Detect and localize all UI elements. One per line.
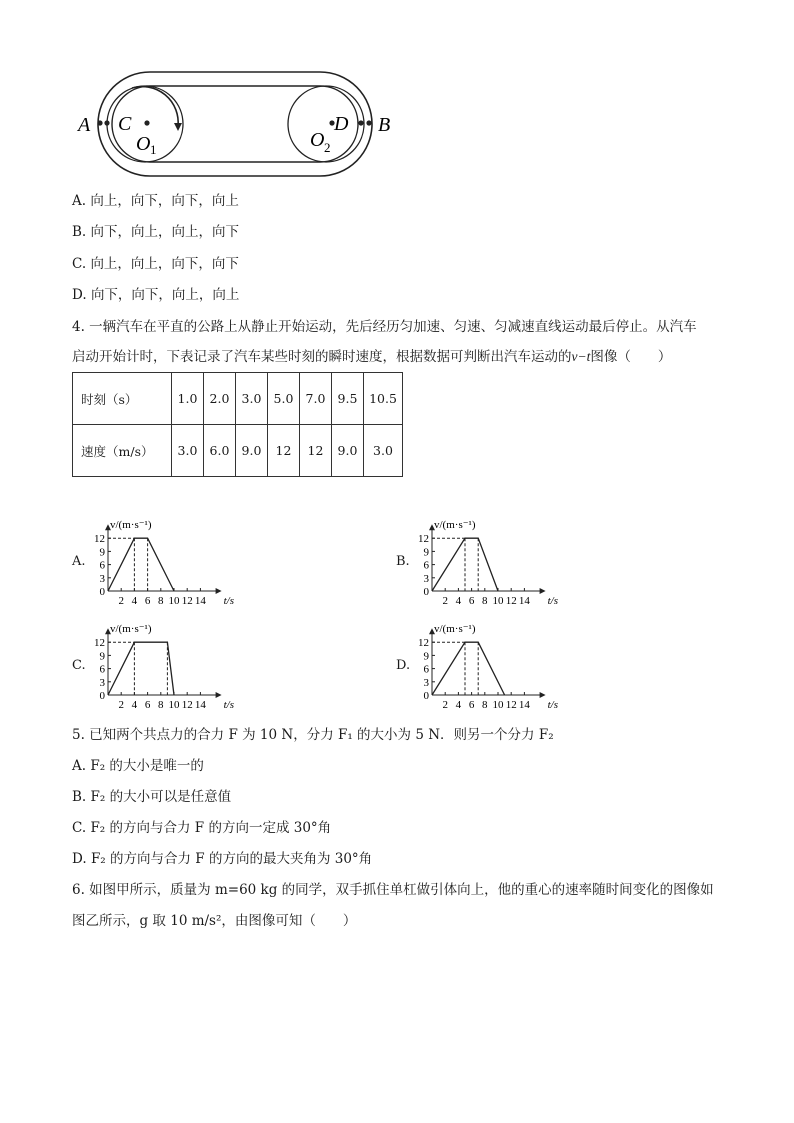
- vt-graph: [94, 516, 284, 608]
- y-tick-label: 9: [423, 650, 429, 663]
- x-tick-label: 14: [194, 595, 206, 607]
- y-tick-label: 0: [423, 586, 429, 598]
- option-key: D.: [72, 287, 87, 303]
- x-tick-label: 14: [518, 595, 530, 607]
- y-axis-label: v/(m·s⁻¹): [110, 519, 152, 532]
- q6-stem-line1: 6. 如图甲所示，质量为 m=60 kg 的同学，双手抓住单杠做引体向上，他的重心的速率随时间变化的图像如: [72, 882, 714, 898]
- graph-key: B.: [396, 554, 410, 569]
- y-tick-label: 3: [99, 572, 105, 585]
- label-o2: O: [310, 129, 325, 151]
- table-cell: 2.0: [204, 373, 236, 425]
- x-tick-label: 4: [131, 595, 138, 607]
- x-axis-arrow: [216, 692, 222, 698]
- row-header-time: 时刻（s）: [73, 373, 172, 425]
- option-key: C.: [72, 820, 87, 836]
- q5-stem: 5. 已知两个共点力的合力 F 为 10 N，分力 F₁ 的大小为 5 N．则另一个分力 F₂: [72, 727, 554, 743]
- x-tick-label: 6: [144, 699, 151, 711]
- option-text: 向下，向上，向上，向下: [90, 224, 240, 240]
- option-text: 向上，向下，向下，向上: [90, 193, 239, 209]
- x-tick-label: 10: [168, 699, 180, 711]
- graph-key: A.: [72, 554, 86, 569]
- vt-graph: [418, 620, 608, 712]
- velocity-line: [108, 642, 174, 695]
- x-tick-label: 8: [482, 595, 488, 607]
- y-tick-label: 12: [418, 533, 429, 546]
- q5-option-b[interactable]: [72, 788, 231, 806]
- x-tick-label: 12: [181, 595, 193, 607]
- q3-option-a[interactable]: [72, 192, 239, 210]
- label-o1: O: [136, 133, 151, 155]
- x-axis-arrow: [540, 692, 546, 698]
- x-axis-label: t/s: [223, 699, 235, 711]
- y-tick-label: 6: [423, 559, 429, 572]
- option-text: F₂ 的大小是唯一的: [90, 758, 204, 774]
- track-figure: [74, 68, 404, 180]
- table-cell: 6.0: [204, 425, 236, 477]
- y-axis-label: v/(m·s⁻¹): [434, 519, 476, 532]
- x-tick-label: 2: [442, 699, 448, 711]
- table-row: [73, 425, 403, 477]
- y-tick-label: 0: [99, 586, 105, 598]
- q4-data-table: [72, 372, 403, 477]
- y-axis-label: v/(m·s⁻¹): [110, 623, 152, 636]
- option-key: D.: [72, 851, 87, 867]
- y-tick-label: 0: [99, 690, 105, 702]
- x-tick-label: 8: [482, 699, 488, 711]
- y-axis-label: v/(m·s⁻¹): [434, 623, 476, 636]
- graph-key: D.: [396, 658, 411, 673]
- y-tick-label: 6: [423, 663, 429, 676]
- q4-stem-var: v−t: [571, 349, 591, 364]
- vt-graph: [418, 516, 608, 608]
- q5-option-c[interactable]: [72, 819, 331, 837]
- q3-option-d[interactable]: [72, 286, 239, 304]
- x-tick-label: 2: [442, 595, 448, 607]
- x-tick-label: 10: [492, 595, 504, 607]
- option-key: B.: [72, 224, 87, 240]
- y-tick-label: 12: [418, 637, 429, 650]
- q4-stem-text: 启动开始计时，下表记录了汽车某些时刻的瞬时速度，根据数据可判断出汽车运动的: [72, 349, 572, 365]
- x-tick-label: 4: [455, 595, 462, 607]
- label-o2-sub: 2: [324, 140, 331, 155]
- x-axis-arrow: [540, 588, 546, 594]
- table-cell: 7.0: [300, 373, 332, 425]
- option-text: 向下，向下，向上，向上: [90, 287, 240, 303]
- graph-key: C.: [72, 658, 86, 673]
- label-c: C: [118, 113, 132, 135]
- q4-stem-line2: [72, 348, 671, 366]
- velocity-line: [108, 538, 174, 591]
- vt-graph: [94, 620, 284, 712]
- option-key: B.: [72, 789, 87, 805]
- label-a: A: [78, 114, 91, 136]
- q3-option-c[interactable]: [72, 255, 239, 273]
- table-cell: 9.5: [332, 373, 364, 425]
- table-cell: 9.0: [236, 425, 268, 477]
- y-tick-label: 9: [423, 546, 429, 559]
- x-tick-label: 14: [518, 699, 530, 711]
- y-tick-label: 12: [94, 533, 105, 546]
- table-cell: 3.0: [236, 373, 268, 425]
- option-text: F₂ 的方向与合力 F 的方向一定成 30°角: [90, 820, 332, 836]
- x-tick-label: 12: [505, 699, 517, 711]
- y-tick-label: 3: [99, 676, 105, 689]
- q3-option-b[interactable]: [72, 223, 239, 241]
- table-row: [73, 373, 403, 425]
- x-tick-label: 2: [118, 699, 124, 711]
- x-axis-label: t/s: [547, 699, 559, 711]
- x-axis-label: t/s: [547, 595, 559, 607]
- x-tick-label: 6: [144, 595, 151, 607]
- table-cell: 5.0: [268, 373, 300, 425]
- option-key: C.: [72, 256, 87, 272]
- option-text: F₂ 的大小可以是任意值: [90, 789, 232, 805]
- option-key: A.: [72, 758, 87, 774]
- label-o1-sub: 1: [150, 142, 157, 157]
- x-tick-label: 12: [505, 595, 517, 607]
- row-header-speed: 速度（m/s）: [73, 425, 172, 477]
- q6-stem-line2: 图乙所示，g 取 10 m/s²，由图像可知（ ）: [72, 913, 357, 929]
- x-tick-label: 12: [181, 699, 193, 711]
- q4-stem-line1: 4. 一辆汽车在平直的公路上从静止开始运动，先后经历匀加速、匀速、匀减速直线运动最后停止。从汽车: [72, 319, 697, 335]
- x-tick-label: 4: [131, 699, 138, 711]
- y-tick-label: 12: [94, 637, 105, 650]
- x-tick-label: 6: [468, 699, 475, 711]
- q5-option-a[interactable]: [72, 757, 204, 775]
- label-b: B: [378, 114, 391, 136]
- x-tick-label: 10: [168, 595, 180, 607]
- x-tick-label: 2: [118, 595, 124, 607]
- y-tick-label: 3: [423, 676, 429, 689]
- y-tick-label: 9: [99, 650, 105, 663]
- y-tick-label: 3: [423, 572, 429, 585]
- option-text: F₂ 的方向与合力 F 的方向的最大夹角为 30°角: [90, 851, 373, 867]
- table-cell: 12: [300, 425, 332, 477]
- table-cell: 12: [268, 425, 300, 477]
- y-tick-label: 9: [99, 546, 105, 559]
- x-axis-arrow: [216, 588, 222, 594]
- table-cell: 1.0: [172, 373, 204, 425]
- option-key: A.: [72, 193, 87, 209]
- option-text: 向上，向上，向下，向下: [90, 256, 239, 272]
- table-cell: 10.5: [364, 373, 403, 425]
- y-tick-label: 0: [423, 690, 429, 702]
- x-axis-label: t/s: [223, 595, 235, 607]
- track-diagram: [74, 68, 404, 180]
- x-tick-label: 8: [158, 699, 164, 711]
- table-cell: 3.0: [172, 425, 204, 477]
- q5-option-d[interactable]: [72, 850, 372, 868]
- table-cell: 9.0: [332, 425, 364, 477]
- q4-stem-text-end: 图像（ ）: [590, 349, 672, 365]
- velocity-line: [432, 642, 505, 695]
- y-tick-label: 6: [99, 663, 105, 676]
- label-d: D: [334, 113, 349, 135]
- x-tick-label: 4: [455, 699, 462, 711]
- x-tick-label: 14: [194, 699, 206, 711]
- table-cell: 3.0: [364, 425, 403, 477]
- x-tick-label: 8: [158, 595, 164, 607]
- x-tick-label: 10: [492, 699, 504, 711]
- x-tick-label: 6: [468, 595, 475, 607]
- y-tick-label: 6: [99, 559, 105, 572]
